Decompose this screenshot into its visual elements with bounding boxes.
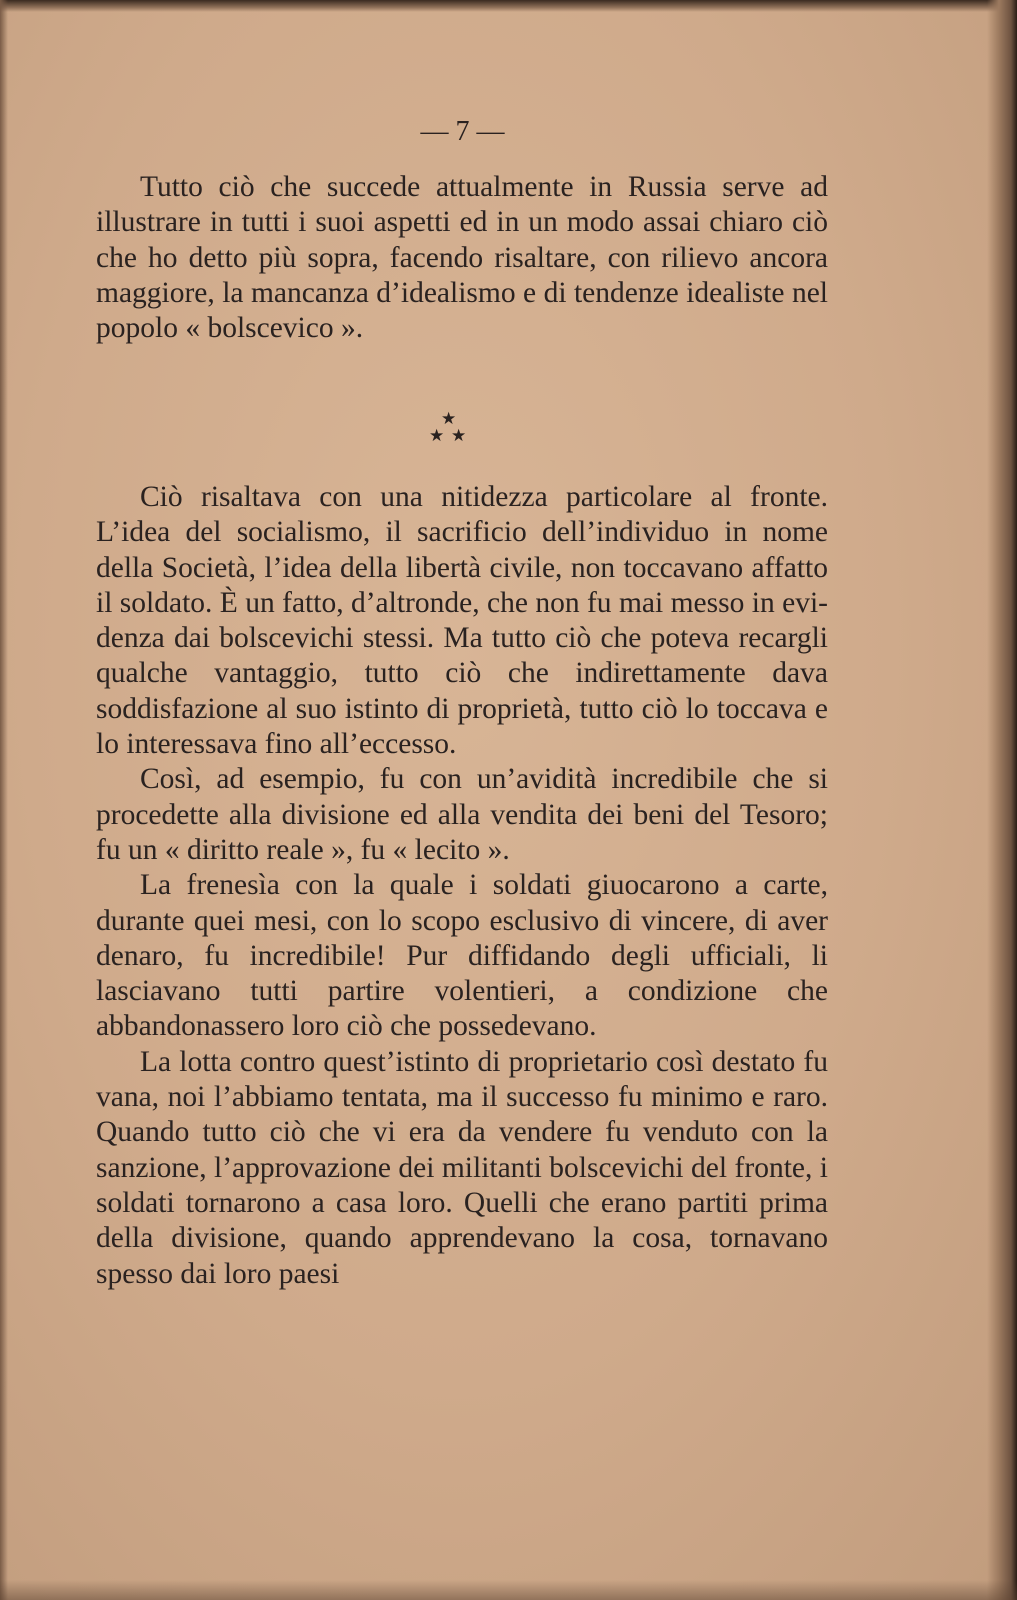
page-number: — 7 —: [420, 116, 505, 147]
page-left-edge: [0, 0, 8, 1600]
star-icon: ★: [451, 426, 467, 445]
paragraph: La frenesìa con la quale i soldati giuocarono a carte, durante quei mesi, con lo scopo esclusivo di vincere, di aver denaro, fu incredibile! Pur diffidando degli ufficiali, li lasciavano tutti partire volentieri, a condizione che abbandonassero loro ciò che possedevano.: [96, 869, 828, 1043]
page-bottom-shadow: [0, 1580, 1017, 1600]
paragraph: Tutto ciò che succede attualmente in Russia serve ad illustrare in tutti i suoi aspetti ed in un modo assai chiaro ciò che ho detto più sopra, facendo risaltare, con rilievo ancora maggiore, la mancanza d’idealismo e di tendenze idealiste nel popolo « bolscevico ».: [96, 171, 828, 345]
paragraph: Ciò risaltava con una nitidezza particolare al fronte. L’idea del socialismo, il sacrificio dell’individuo in nome della Società, l’idea della libertà civile, non toccavano affatto il soldato. È un fatto, d’altronde, che non fu mai messo in evidenza dai bolscevichi stessi. Ma tutto ciò che poteva recargli qualche vantaggio, tutto ciò che indirettamente dava soddisfazione al suo istinto di proprietà, tutto ciò lo toccava e lo interessava fino all’eccesso.: [96, 481, 828, 761]
intro-text-block: [96, 170, 828, 346]
page-top-edge: [0, 0, 1017, 12]
paragraph: Così, ad esempio, fu con un’avidità incredibile che si procedette alla divisione ed alla vendita dei beni del Tesoro; fu un « diritto reale », fu « lecito ».: [96, 763, 828, 866]
paragraph: La lotta contro quest’istinto di proprietario così destato fu vana, noi l’abbiamo tentata, ma il successo fu minimo e raro. Quando tutto ciò che vi era da vendere fu venduto con la sanzione, l’approvazione dei militanti bolscevichi del fronte, i soldati tornarono a casa loro. Quelli che erano partiti prima della divisione, quando apprendevano la cosa, tornavano spesso dai loro paesi: [96, 1045, 828, 1290]
main-text-block: [96, 480, 828, 1292]
section-separator-asterism: [420, 410, 480, 448]
star-icon: ★: [441, 409, 457, 428]
star-icon: ★: [429, 426, 445, 445]
page-right-edge: [987, 0, 1017, 1600]
